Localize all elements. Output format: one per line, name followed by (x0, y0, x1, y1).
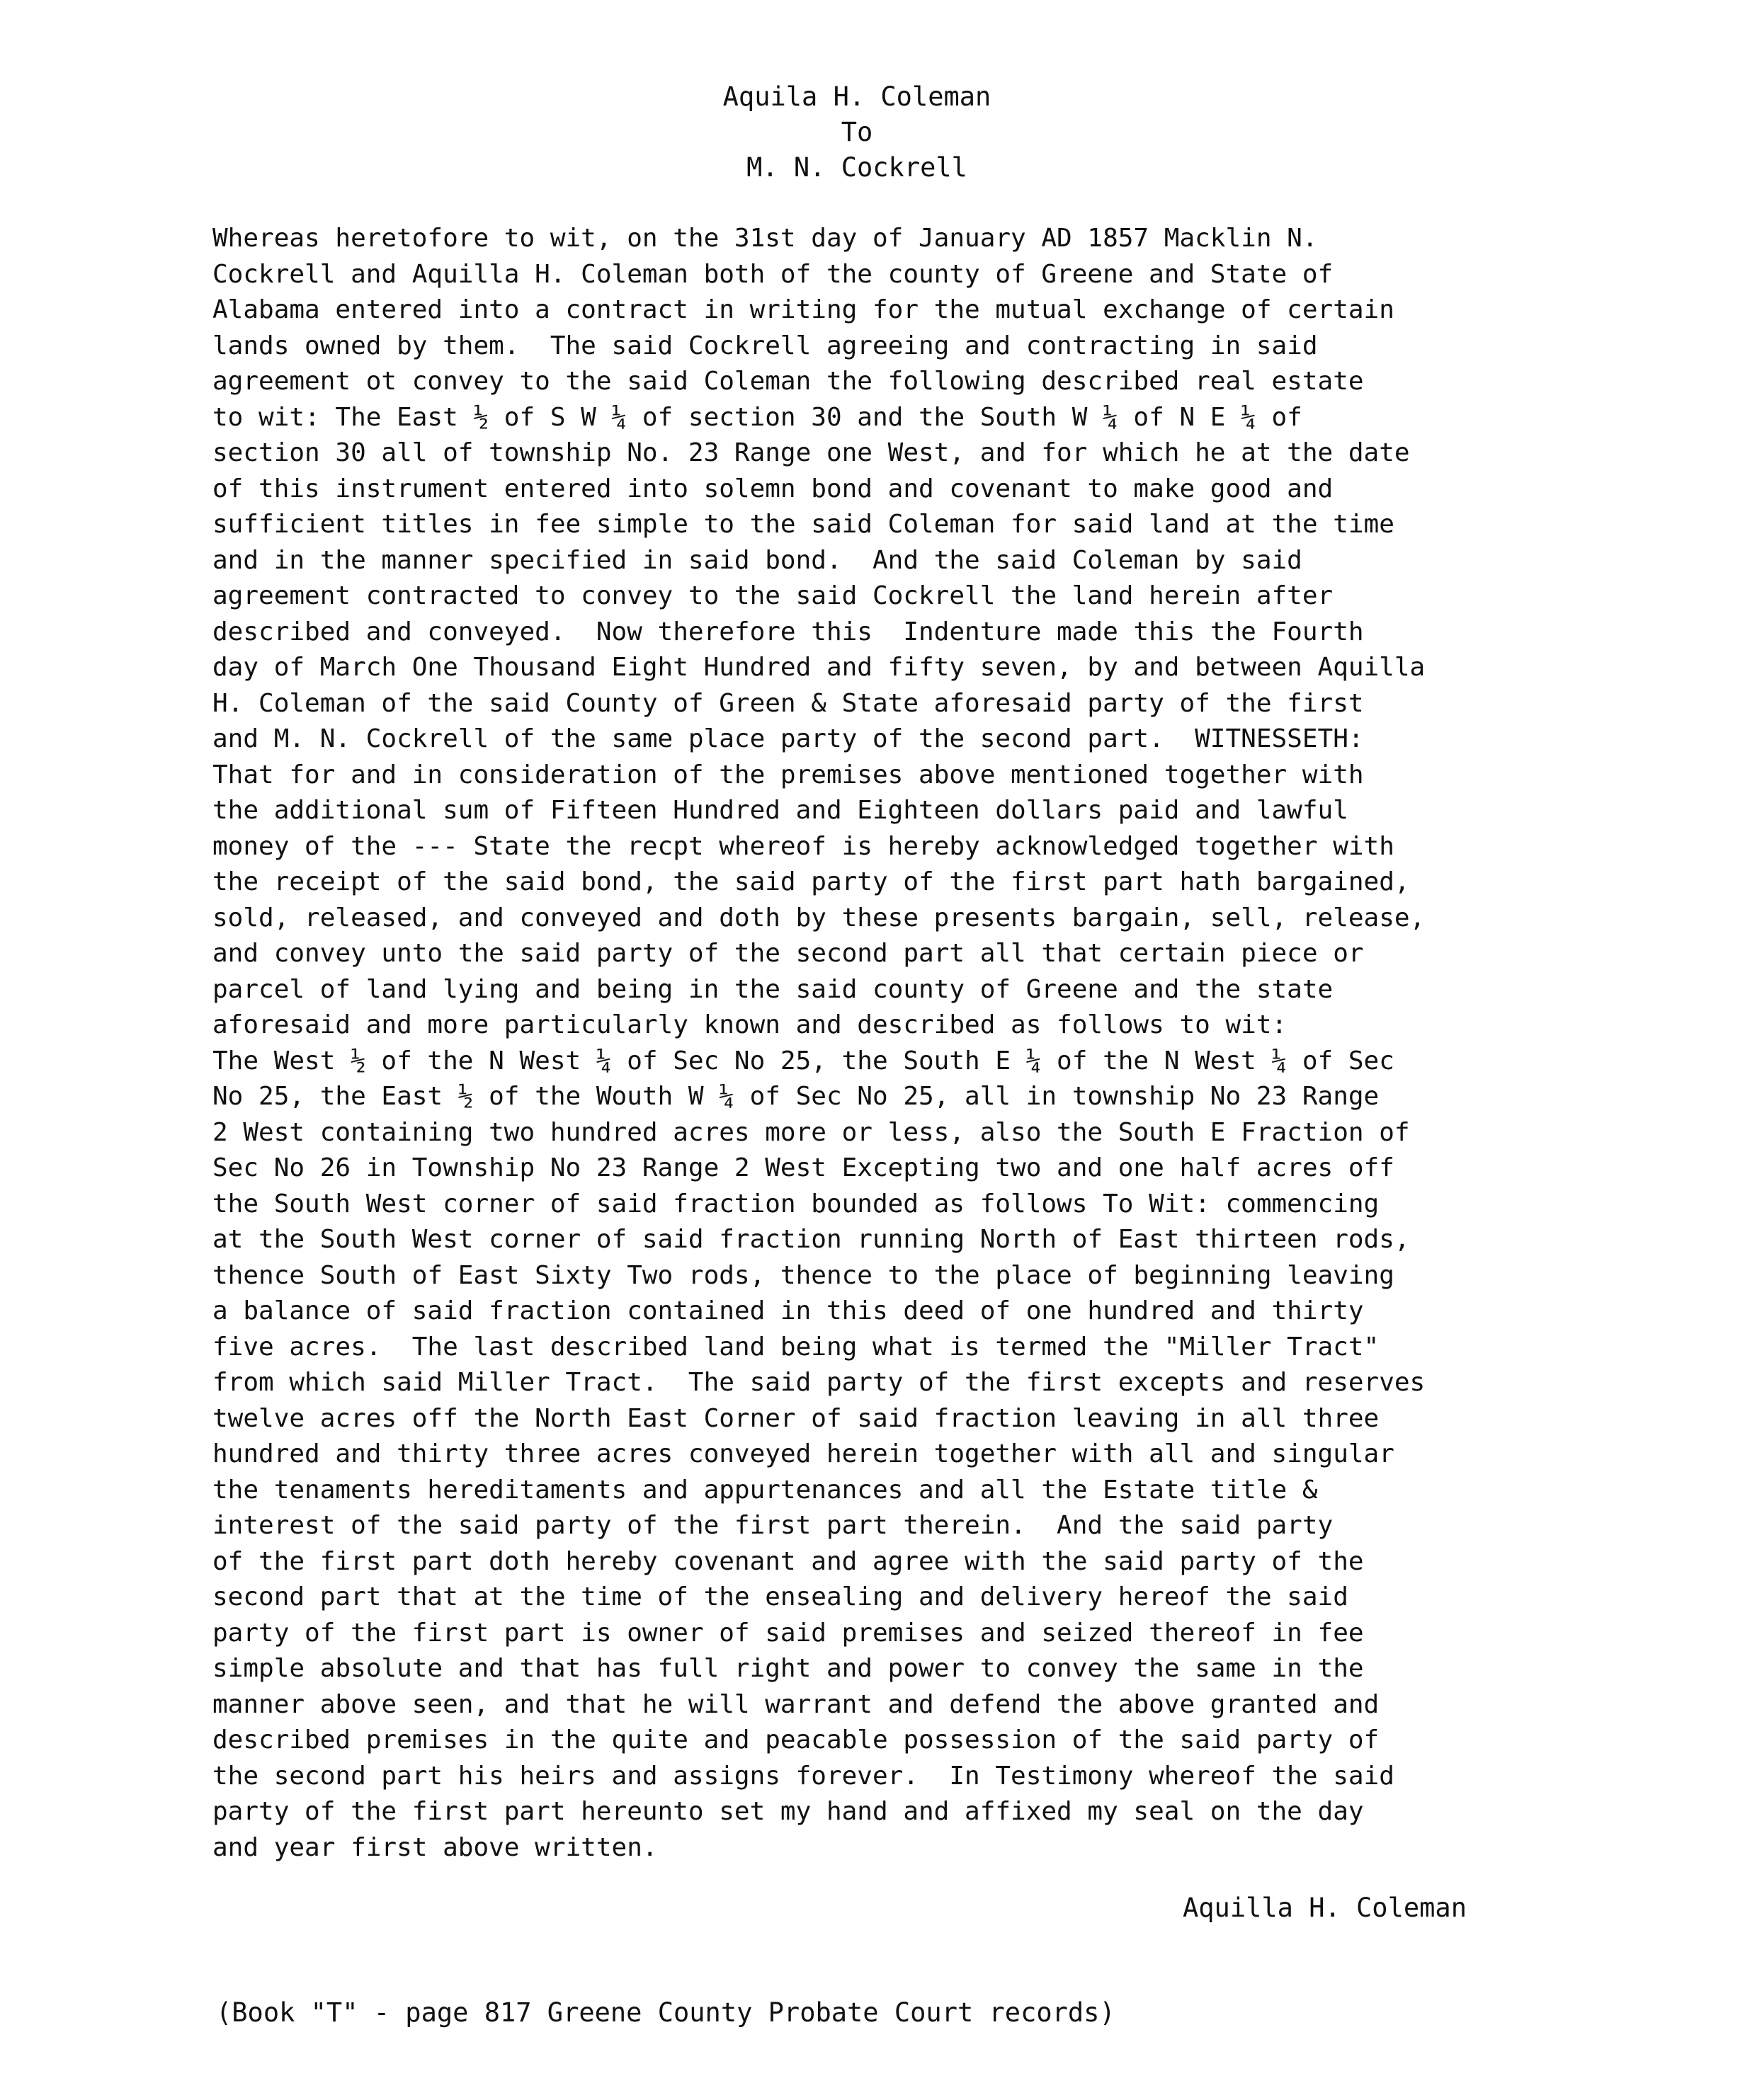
deed-body-line: hundred and thirty three acres conveyed herein together with all and singular (212, 1439, 1394, 1468)
source-citation: (Book "T" - page 817 Greene County Probate Court records) (216, 1997, 1115, 2028)
deed-body-line: H. Coleman of the said County of Green & State aforesaid party of the first (212, 688, 1364, 718)
deed-body-line: and convey unto the said party of the second part all that certain piece or (212, 939, 1364, 968)
deed-body-line: Sec No 26 in Township No 23 Range 2 West Excepting two and one half acres off (212, 1153, 1394, 1182)
deed-body-line: That for and in consideration of the premises above mentioned together with (212, 760, 1364, 789)
signature-line: Aquilla H. Coleman (1183, 1893, 1467, 1923)
deed-body-line: No 25, the East ½ of the Wouth W ¼ of Sec No 25, all in township No 23 Range (212, 1082, 1380, 1111)
deed-body-line: parcel of land lying and being in the said county of Greene and the state (212, 974, 1334, 1004)
deed-body-line: sold, released, and conveyed and doth by these presents bargain, sell, release, (212, 903, 1426, 932)
document-heading (538, 79, 1176, 186)
deed-body-line: of this instrument entered into solemn bond and covenant to make good and (212, 474, 1334, 503)
deed-body-line: 2 West containing two hundred acres more or less, also the South E Fraction of (212, 1117, 1410, 1147)
deed-body-line: five acres. The last described land being what is termed the "Miller Tract" (212, 1332, 1380, 1362)
deed-body-line: the additional sum of Fifteen Hundred and Eighteen dollars paid and lawful (212, 796, 1348, 825)
deed-body-line: agreement ot convey to the said Coleman the following described real estate (212, 367, 1364, 396)
deed-body-line: to wit: The East ½ of S W ¼ of section 30 and the South W ¼ of N E ¼ of (212, 402, 1302, 432)
deed-body-line: money of the --- State the recpt whereof is hereby acknowledged together with (212, 831, 1394, 861)
deed-body-line: agreement contracted to convey to the said Cockrell the land herein after (212, 581, 1334, 610)
deed-body-line: at the South West corner of said fraction running North of East thirteen rods, (212, 1225, 1410, 1254)
heading-grantor: Aquila H. Coleman (722, 81, 991, 112)
deed-body-line: interest of the said party of the first part therein. And the said party (212, 1511, 1334, 1540)
deed-body-line: section 30 all of township No. 23 Range one West, and for which he at the date (212, 438, 1410, 467)
deed-body-line: Whereas heretofore to wit, on the 31st day of January AD 1857 Macklin N. (212, 224, 1318, 253)
deed-body-line: second part that at the time of the ensealing and delivery hereof the said (212, 1582, 1348, 1611)
deed-body-line: and M. N. Cockrell of the same place party of the second part. WITNESSETH: (212, 724, 1364, 753)
deed-body-line: day of March One Thousand Eight Hundred and fifty seven, by and between Aquilla (212, 653, 1426, 682)
deed-body (212, 221, 1629, 1866)
deed-body-line: the second part his heirs and assigns forever. In Testimony whereof the said (212, 1761, 1394, 1791)
deed-body-line: aforesaid and more particularly known and described as follows to wit: (212, 1010, 1288, 1039)
deed-body-line: a balance of said fraction contained in this deed of one hundred and thirty (212, 1296, 1364, 1325)
deed-body-line: described and conveyed. Now therefore this Indenture made this the Fourth (212, 617, 1364, 646)
heading-grantee: M. N. Cockrell (746, 152, 967, 183)
deed-body-line: of the first part doth hereby covenant and agree with the said party of the (212, 1546, 1364, 1576)
deed-body-line: thence South of East Sixty Two rods, thence to the place of beginning leaving (212, 1260, 1394, 1290)
deed-body-line: lands owned by them. The said Cockrell agreeing and contracting in said (212, 331, 1318, 360)
deed-body-line: twelve acres off the North East Corner of said fraction leaving in all three (212, 1403, 1380, 1433)
deed-body-line: manner above seen, and that he will warrant and defend the above granted and (212, 1689, 1380, 1719)
deed-body-line: The West ½ of the N West ¼ of Sec No 25, the South E ¼ of the N West ¼ of Sec (212, 1046, 1394, 1075)
heading-connector: To (841, 117, 873, 147)
deed-body-line: the receipt of the said bond, the said party of the first part hath bargained, (212, 867, 1410, 896)
deed-body-line: simple absolute and that has full right and power to convey the same in the (212, 1654, 1364, 1683)
deed-body-line: sufficient titles in fee simple to the said Coleman for said land at the time (212, 510, 1394, 539)
deed-body-line: described premises in the quite and peacable possession of the said party of (212, 1725, 1380, 1754)
deed-body-line: Alabama entered into a contract in writing for the mutual exchange of certain (212, 295, 1394, 324)
deed-body-line: from which said Miller Tract. The said party of the first excepts and reserves (212, 1368, 1426, 1397)
deed-body-line: the tenaments hereditaments and appurtenances and all the Estate title & (212, 1475, 1318, 1505)
deed-body-line: party of the first part hereunto set my hand and affixed my seal on the day (212, 1797, 1364, 1826)
deed-body-line: Cockrell and Aquilla H. Coleman both of the county of Greene and State of (212, 259, 1334, 289)
deed-body-line: the South West corner of said fraction bounded as follows To Wit: commencing (212, 1189, 1380, 1219)
deed-body-line: party of the first part is owner of said premises and seized thereof in fee (212, 1618, 1364, 1648)
deed-body-line: and year first above written. (212, 1832, 658, 1862)
deed-body-line: and in the manner specified in said bond. And the said Coleman by said (212, 545, 1302, 575)
